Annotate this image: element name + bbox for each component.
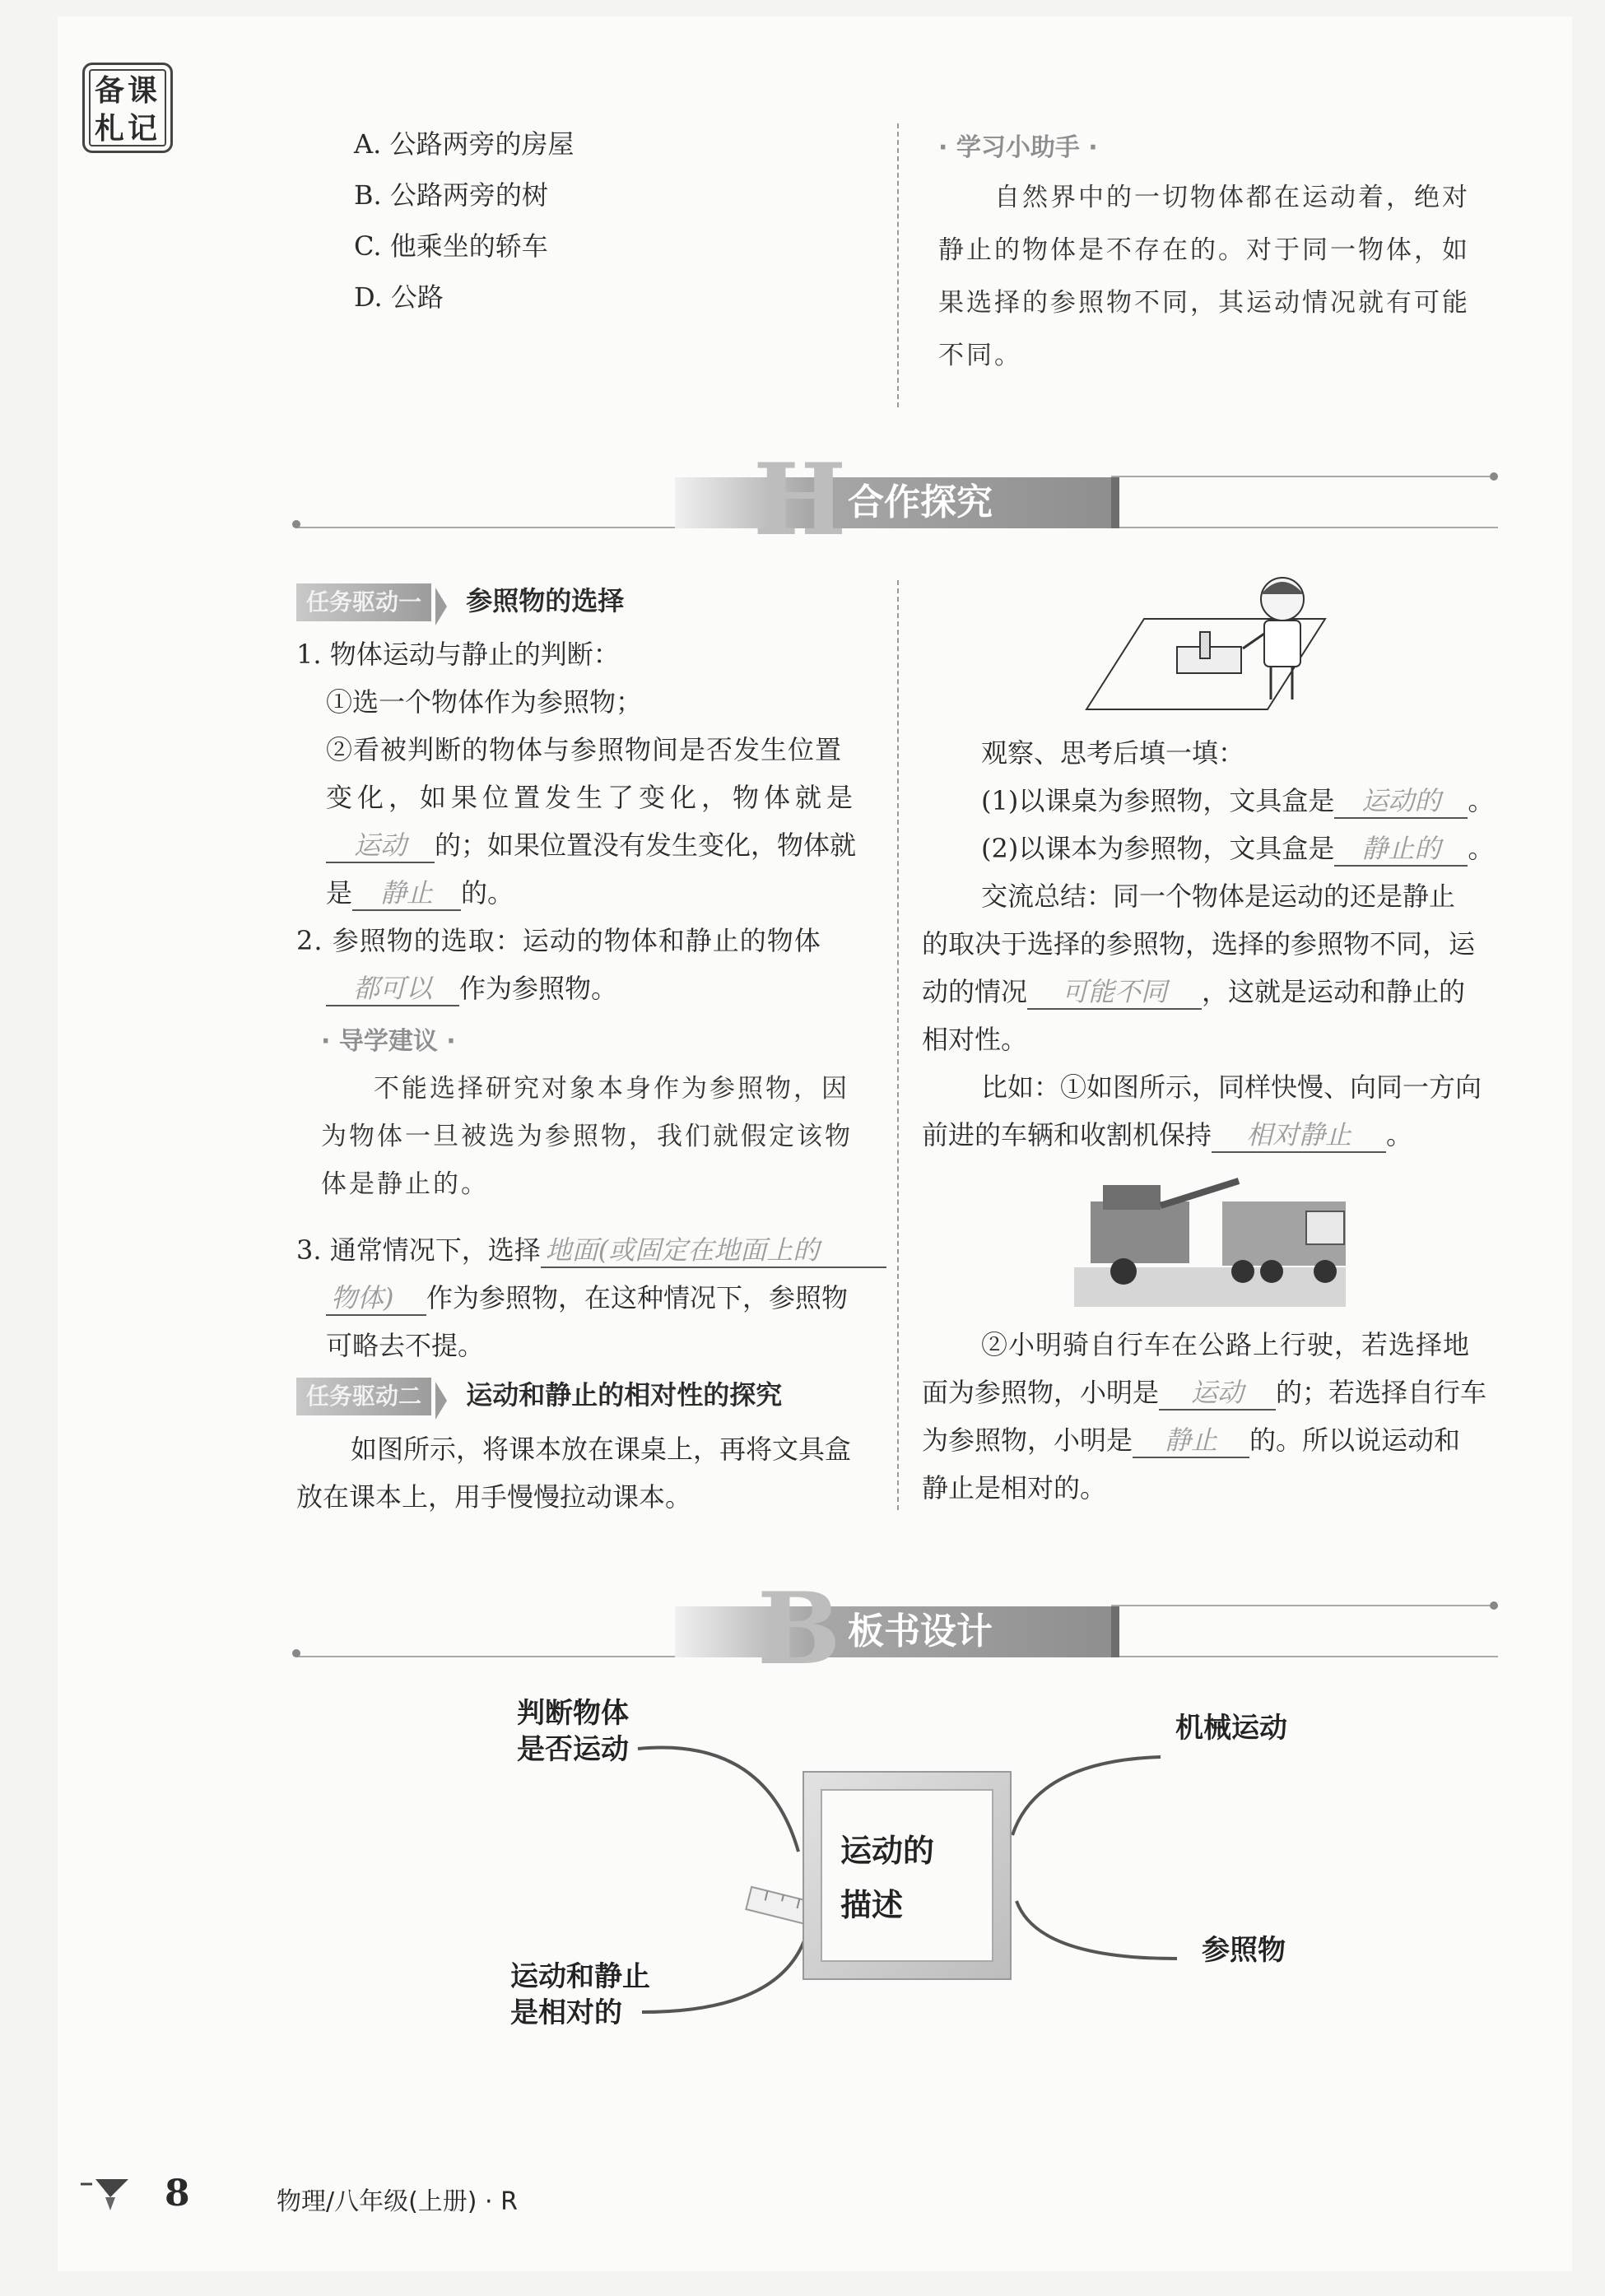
tag-arrow-icon [435,588,447,625]
summary-text: ，这就是运动和静止的 [1202,976,1466,1007]
q1-step-b-line4 [296,869,885,917]
q3-line2 [296,1274,889,1322]
blank-maybe-different[interactable]: 可能不同 [1027,975,1202,1010]
node-mechanical-motion: 机械运动 [1175,1712,1287,1745]
blank-moving[interactable]: 运动 [326,829,435,863]
center-line2: 描述 [840,1887,904,1923]
top-options [354,119,574,323]
helper-title: · 学习小助手 · [938,133,1098,162]
q3-text: 作为参照物，在这种情况下，参照物 [426,1282,849,1313]
task2-line2: 放在课本上，用手慢慢拉动课本。 [296,1481,692,1513]
q1-step-b-line2: 变化，如果位置发生了变化，物体就是 [326,782,858,813]
example-text: 。 [1386,1119,1413,1150]
node-judge-motion [517,1695,629,1768]
option-b: B. 公路两旁的树 [354,179,548,211]
task2-header [296,1374,782,1420]
helper-line: 自然界中的一切物体都在运动着，绝对 [994,183,1470,212]
q1-step-b-line3 [296,821,885,869]
mindmap-center-inner [821,1789,993,1962]
blank-ground-a[interactable]: 地面(或固定在地面上的 [541,1234,886,1268]
node-text: 是相对的 [510,1996,622,2029]
node-text: 是否运动 [517,1733,629,1766]
badge-line1: 备课 [94,73,160,108]
desk-book-illustration [1070,576,1350,716]
task1-body [296,630,885,1012]
section-h-title: 合作探究 [848,481,993,523]
bike-line3 [922,1416,1506,1464]
task1-header [296,580,624,625]
summary-line2: 的取决于选择的参照物，选择的参照物不同，运 [922,928,1476,960]
summary-line1: 交流总结：同一个物体是运动的还是静止 [981,881,1456,912]
footer-decoration-icon [79,2173,137,2214]
summary-text: 动的情况 [922,976,1028,1007]
bike-line1: ②小明骑自行车在公路上行驶，若选择地 [981,1329,1471,1360]
bike-line2 [922,1369,1506,1416]
fill1 [922,777,1506,825]
observe-label: 观察、思考后填一填： [981,737,1245,769]
blank-static[interactable]: 静止 [352,876,461,911]
blank-book-ref[interactable]: 静止的 [1334,832,1468,867]
section-b-title: 板书设计 [848,1610,993,1652]
q2-text: 作为参照物。 [459,973,618,1004]
bike-line4: 静止是相对的。 [922,1472,1107,1504]
helper-line: 不同。 [938,341,1022,370]
section-h-letter: H [753,442,847,558]
bar-end [1111,1606,1119,1657]
example-text: 前进的车辆和收割机保持 [922,1119,1212,1150]
q2-line1: 2. 参照物的选取：运动的物体和静止的物体 [296,925,821,956]
example-line2 [922,1111,1506,1159]
example-line1: 比如：①如图所示，同样快慢、向同一方向 [981,1071,1482,1103]
q3-text: 3. 通常情况下，选择 [296,1234,541,1266]
bike-text: 的；若选择自行车 [1276,1377,1487,1408]
fill1-text: (1)以课桌为参照物，文具盒是 [981,785,1335,816]
q3-line3: 可略去不提。 [326,1330,485,1361]
option-c: C. 他乘坐的轿车 [354,230,548,262]
mindmap-center-frame [802,1771,1012,1980]
node-relative [510,1959,650,2031]
blank-desk-ref[interactable]: 运动的 [1334,784,1468,819]
task2-body [296,1425,889,1521]
mindmap-center [840,1824,934,1932]
task2-tag: 任务驱动二 [296,1378,431,1415]
node-reference: 参照物 [1202,1934,1286,1967]
section-b-bar [675,1606,1119,1657]
blank-bike-moving[interactable]: 运动 [1159,1376,1276,1411]
column-divider-top [897,123,899,407]
guide-line: 不能选择研究对象本身作为参照物，因 [374,1074,849,1104]
rule-dot [1490,1601,1498,1610]
helper-line: 静止的物体是不存在的。对于同一物体，如 [938,235,1470,265]
blank-both[interactable]: 都可以 [326,972,459,1006]
harvester-truck-photo [1066,1169,1354,1308]
summary-line3 [922,968,1506,1016]
column-divider-mid [897,580,899,1510]
guide-line: 体是静止的。 [321,1169,489,1199]
center-line1: 运动的 [840,1833,935,1869]
section-h-rule-upper [1111,476,1490,477]
right-column [922,729,1506,1159]
q3 [296,1226,889,1369]
q2-line2 [296,964,885,1012]
blank-bike-static[interactable]: 静止 [1133,1424,1249,1458]
task2-title: 运动和静止的相对性的探究 [466,1379,783,1411]
page-number: 8 [165,2173,190,2215]
rule-dot [292,1649,300,1657]
section-b-letter: B [757,1571,841,1687]
bike-text: 为参照物，小明是 [922,1425,1133,1456]
blank-ground-b[interactable]: 物体) [326,1281,426,1316]
task1-title: 参照物的选择 [466,585,625,616]
section-b-rule-upper [1111,1605,1490,1606]
option-d: D. 公路 [354,281,444,313]
fill2-text: (2)以课本为参照物，文具盒是 [981,833,1335,864]
option-a: A. 公路两旁的房屋 [354,128,575,160]
bike-text: 面为参照物，小明是 [922,1377,1160,1408]
guide-line: 为物体一旦被选为参照物，我们就假定该物 [321,1122,853,1151]
task2-line1: 如图所示，将课本放在课桌上，再将文具盒 [351,1434,852,1465]
node-text: 运动和静止 [510,1960,650,1993]
bike-example [922,1321,1506,1512]
node-text: 判断物体 [517,1697,629,1730]
q1-label: 1. 物体运动与静止的判断： [296,639,620,670]
fill2-text: 。 [1468,833,1495,864]
rule-dot [1490,472,1498,481]
rule-dot [292,520,300,528]
q3-line1 [296,1226,889,1274]
fill2 [922,825,1506,872]
task1-tag: 任务驱动一 [296,583,431,621]
lesson-notes-badge [82,63,173,153]
section-h-bar [675,477,1119,528]
fill1-text: 。 [1468,785,1495,816]
q1-text: 的；如果位置没有发生变化，物体就 [435,830,857,861]
guide-title: · 导学建议 · [321,1027,456,1056]
badge-line2: 札记 [94,111,160,146]
book-title: 物理/八年级(上册) · R [277,2187,518,2216]
tag-arrow-icon [435,1382,447,1420]
helper-line: 果选择的参照物不同，其运动情况就有可能 [938,288,1470,318]
guide-suggestion [321,1019,881,1208]
helper-text [938,171,1498,382]
q1-step-b-line1: ②看被判断的物体与参照物间是否发生位置 [326,734,843,765]
summary-line4: 相对性。 [922,1024,1028,1055]
q1-text: 的。 [461,877,514,909]
q1-text: 是 [326,877,353,909]
bar-end [1111,477,1119,528]
blank-relative-static[interactable]: 相对静止 [1212,1118,1386,1153]
bike-text: 的。所以说运动和 [1249,1425,1461,1456]
q1-step-a: ①选一个物体作为参照物； [326,686,643,718]
study-helper [938,125,1498,382]
